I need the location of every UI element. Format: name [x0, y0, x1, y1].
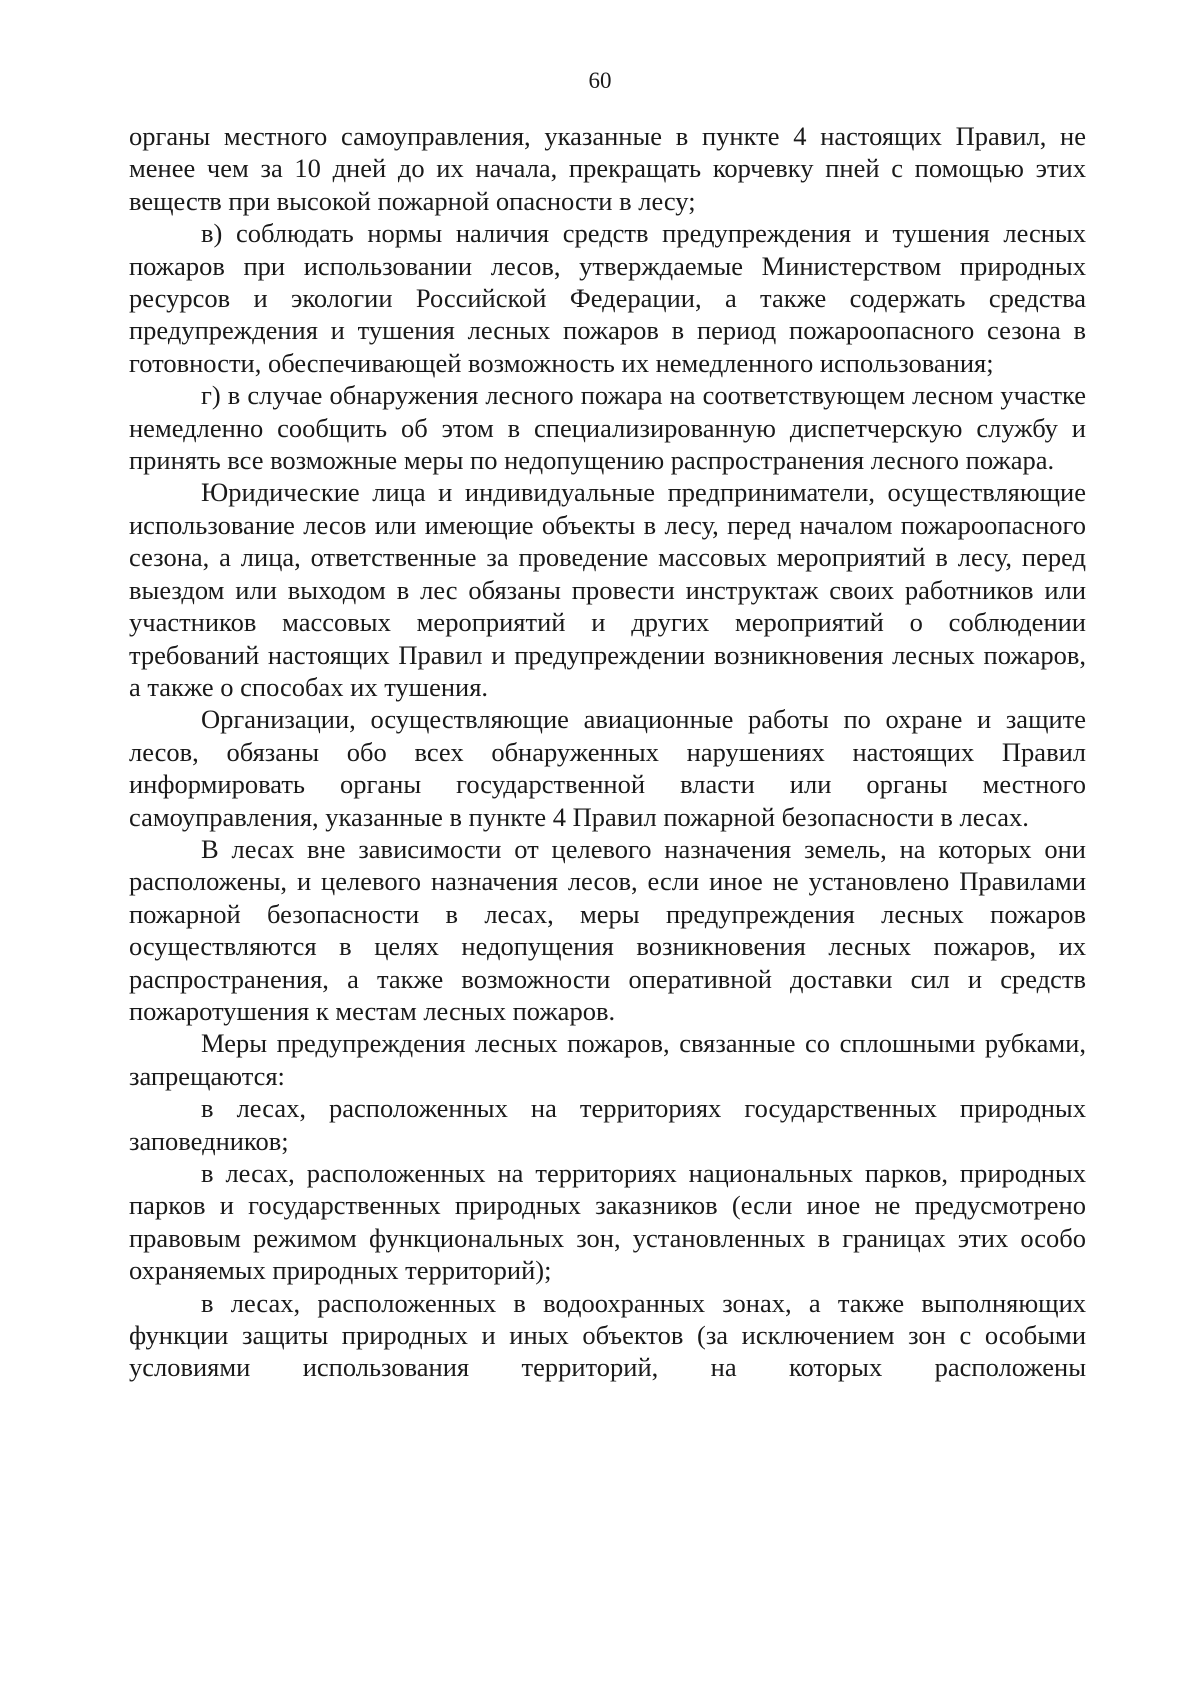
paragraph-5: Организации, осуществляющие авиационные работы по охране и защите лесов, обязаны обо всех обнаруженных нарушениях настоящих Правил информировать органы государственной власти или органы местного самоуправления, указанные в пункте 4 Правил пожарной безопасности в лесах. — [129, 704, 1086, 832]
paragraph-10: в лесах, расположенных в водоохранных зонах, а также выполняющих функции защиты природных и иных объектов (за исключением зон с особыми условиями использования территорий, на которых расположены — [129, 1287, 1086, 1383]
paragraph-2: в) соблюдать нормы наличия средств предупреждения и тушения лесных пожаров при использовании лесов, утверждаемые Министерством природных ресурсов и экологии Российской Федерации, а также содержать средства предупреждения и тушения лесных пожаров в период пожароопасного сезона в готовности, обеспечивающей возможность их немедленного использования; — [129, 218, 1086, 378]
paragraph-6: В лесах вне зависимости от целевого назначения земель, на которых они расположены, и целевого назначения лесов, если иное не установлено Правилами пожарной безопасности в лесах, меры предупреждения лесных пожаров осуществляются в целях недопущения возникновения лесных пожаров, их распространения, а также возможности оперативной доставки сил и средств пожаротушения к местам лесных пожаров. — [129, 833, 1086, 1026]
paragraph-8: в лесах, расположенных на территориях государственных природных заповедников; — [129, 1093, 1086, 1156]
page-number: 60 — [588, 68, 612, 93]
paragraph-4: Юридические лица и индивидуальные предприниматели, осуществляющие использование лесов или имеющие объекты в лесу, перед началом пожароопасного сезона, а лица, ответственные за проведение массовых мероприятий в лесу, перед выездом или выходом в лес обязаны провести инструктаж своих работников или участников массовых мероприятий и других мероприятий о соблюдении требований настоящих Правил и предупреждении возникновения лесных пожаров, а также о способах их тушения. — [129, 477, 1086, 702]
paragraph-1: органы местного самоуправления, указанные в пункте 4 настоящих Правил, не менее чем за 10 дней до их начала, прекращать корчевку пней с помощью этих веществ при высокой пожарной опасности в лесу; — [129, 121, 1086, 216]
paragraph-9: в лесах, расположенных на территориях национальных парков, природных парков и государственных природных заказников (если иное не предусмотрено правовым режимом функциональных зон, установленных в границах этих особо охраняемых природных территорий); — [129, 1158, 1086, 1286]
paragraph-3: г) в случае обнаружения лесного пожара на соответствующем лесном участке немедленно сообщить об этом в специализированную диспетчерскую службу и принять все возможные меры по недопущению распространения лесного пожара. — [129, 380, 1086, 476]
paragraph-7: Меры предупреждения лесных пожаров, связанные со сплошными рубками, запрещаются: — [129, 1028, 1086, 1091]
document-body — [129, 120, 1086, 1384]
